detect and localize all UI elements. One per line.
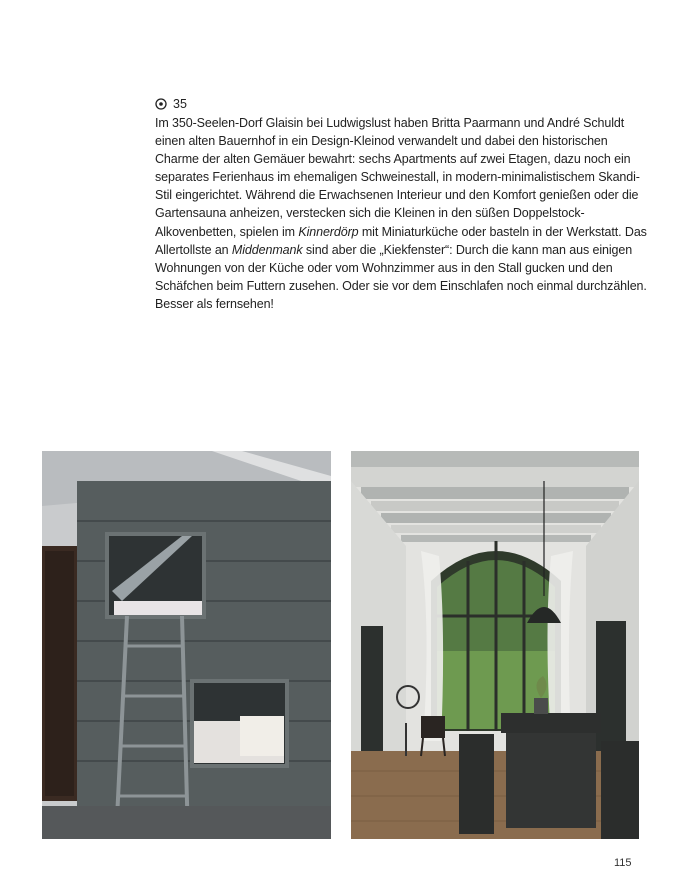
text-part-3: sind aber die „Kiekfenster“: Durch die kann man aus einigen Wohnungen von der Küche oder vom Wohnzimmer aus in den Stall gucken und den Schäfchen beim Futtern zusehen. Oder sie vor dem Einschlafen noch einmal durchzählen. Besser als fernsehen!: [155, 242, 647, 311]
article-body: [155, 114, 653, 313]
bunk-bed-photo: [42, 451, 331, 839]
location-number: 35: [173, 97, 187, 111]
text-part-2: mit Miniaturküche oder basteln in der Werkstatt. Das Allertollste an: [155, 224, 647, 257]
article-paragraph: [155, 114, 653, 313]
kinnerdoerp-term: Kinnerdörp: [298, 224, 359, 239]
page-number: 115: [614, 857, 632, 869]
dining-room-photo: [351, 451, 639, 839]
location-target-icon: [155, 98, 167, 110]
location-marker: [155, 97, 187, 111]
text-part-1: Im 350-Seelen-Dorf Glaisin bei Ludwigslust haben Britta Paarmann und André Schuldt einen alten Bauernhof in ein Design-Kleinod verwandelt und dabei den historischen Charme der alten Gemäuer bewahrt: sechs Apartments auf zwei Etagen, dazu noch ein separates Ferienhaus im ehemaligen Schweinestall, in modern-minimalistischem Skandi-Stil eingerichtet. Während die Erwachsenen Interieur und den Komfort genießen oder die Gartensauna anheizen, verstecken sich die Kleinen in den süßen Doppelstock-Alkovenbetten, spielen im: [155, 116, 640, 239]
middenmank-term: Middenmank: [231, 242, 303, 257]
